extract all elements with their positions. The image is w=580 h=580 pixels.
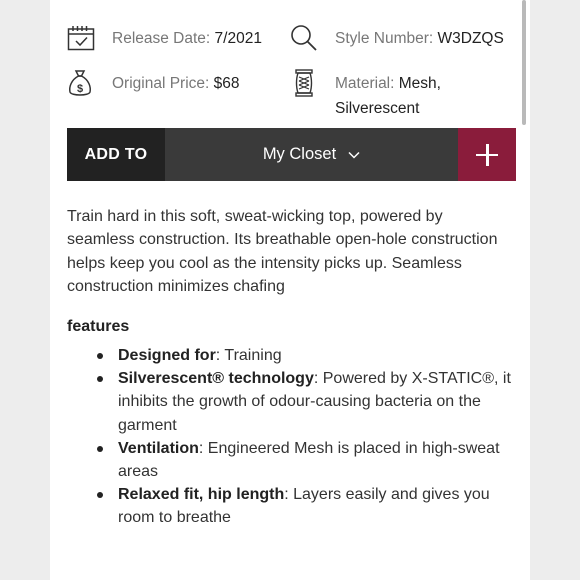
feature-label: Designed for: [118, 347, 216, 364]
material-value: Mesh,: [398, 75, 441, 92]
release-date-value: 7/2021: [214, 30, 262, 47]
original-price-value: $68: [213, 75, 240, 92]
release-date-label: Release Date:: [112, 30, 211, 47]
list-item: [67, 483, 517, 529]
feature-text: : Layers easily and gives you room to breathe: [118, 486, 490, 527]
feature-label: Ventilation: [118, 439, 199, 457]
closet-dropdown[interactable]: [165, 128, 458, 181]
features-heading: features: [67, 318, 130, 335]
add-to-label: ADD TO: [67, 128, 165, 181]
add-to-closet-button[interactable]: [458, 128, 516, 181]
search-icon: [290, 24, 318, 59]
feature-label: Silverescent® technology: [118, 370, 314, 388]
right-margin: [530, 0, 580, 580]
original-price-label: Original Price:: [112, 75, 210, 92]
add-to-closet-bar: [67, 128, 516, 181]
scrollbar[interactable]: [522, 0, 526, 125]
left-margin: [0, 0, 50, 580]
list-item: [67, 437, 517, 483]
svg-text:$: $: [76, 83, 84, 95]
yarn-spool-icon: [295, 69, 313, 104]
closet-selected-value: My Closet: [262, 145, 337, 163]
material-value-line2: Silverescent: [335, 100, 420, 117]
style-number-label: Style Number:: [335, 30, 434, 47]
material-label: Material:: [335, 75, 395, 92]
style-number-value: W3DZQS: [437, 30, 504, 47]
feature-label: Relaxed fit, hip length: [118, 486, 285, 504]
product-description: Train hard in this soft, sweat-wicking top, powered by seamless construction. Its breathable open-hole construction helps keep you cool as the intensity picks up. Seamless construction minimizes chafing: [67, 208, 498, 295]
feature-text: : Training: [215, 347, 282, 364]
money-bag-icon: [68, 68, 92, 105]
chevron-down-icon: [348, 145, 360, 164]
list-item: [67, 367, 517, 437]
feature-text: : Powered by X-STATIC®, it inhibits the growth of odour-causing bacteria on the garment: [118, 370, 511, 434]
feature-text: : Engineered Mesh is placed in high-sweat areas: [118, 439, 500, 481]
features-list: [67, 344, 517, 530]
plus-icon: [476, 144, 498, 166]
calendar-icon: [67, 25, 95, 58]
list-item: [67, 344, 517, 367]
